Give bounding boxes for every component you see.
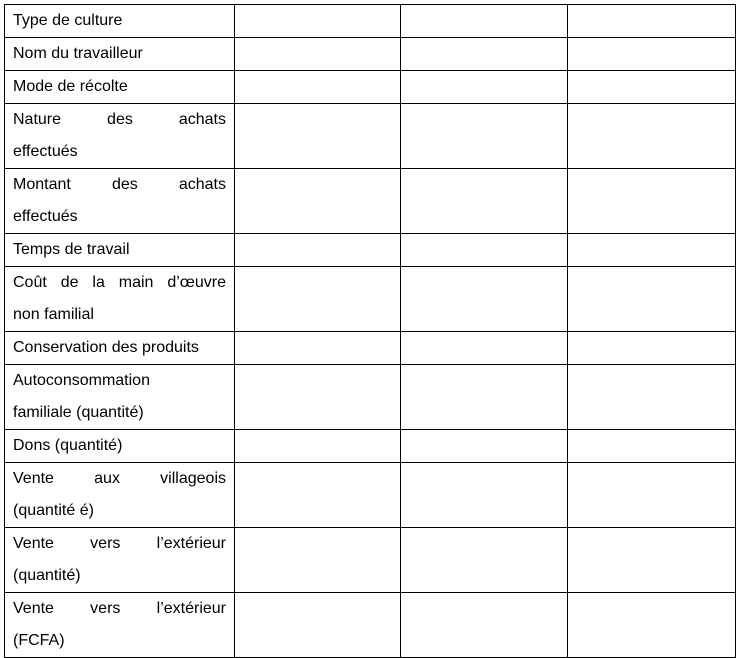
empty-entry-cell[interactable]	[401, 332, 568, 365]
table-row	[5, 5, 736, 38]
row-label-line: Dons (quantité)	[13, 437, 123, 454]
empty-entry-cell[interactable]	[235, 71, 401, 104]
empty-entry-cell[interactable]	[568, 38, 736, 71]
table-row	[5, 365, 736, 430]
row-label-cell	[5, 104, 235, 169]
row-label-line: Vente vers l’extérieur	[13, 600, 226, 617]
empty-entry-cell[interactable]	[568, 463, 736, 528]
empty-entry-cell[interactable]	[401, 593, 568, 658]
table-row	[5, 104, 736, 169]
empty-entry-cell[interactable]	[401, 104, 568, 169]
row-label-line: Temps de travail	[13, 241, 130, 258]
row-label-line: Autoconsommation	[13, 372, 150, 389]
row-label-cell	[5, 234, 235, 267]
table-row	[5, 267, 736, 332]
empty-entry-cell[interactable]	[235, 528, 401, 593]
row-label-line: Vente aux villageois	[13, 470, 226, 487]
row-label-cell	[5, 463, 235, 528]
empty-entry-cell[interactable]	[401, 234, 568, 267]
table-row	[5, 38, 736, 71]
row-label-line: (FCFA)	[13, 632, 65, 649]
row-label-line: Nom du travailleur	[13, 45, 143, 62]
empty-entry-cell[interactable]	[401, 267, 568, 332]
empty-entry-cell[interactable]	[568, 169, 736, 234]
row-label-line: Conservation des produits	[13, 339, 199, 356]
empty-entry-cell[interactable]	[401, 71, 568, 104]
empty-entry-cell[interactable]	[235, 104, 401, 169]
empty-entry-cell[interactable]	[235, 38, 401, 71]
row-label-cell	[5, 5, 235, 38]
row-label-cell	[5, 38, 235, 71]
row-label-cell	[5, 169, 235, 234]
row-label-line: non familial	[13, 306, 94, 323]
empty-entry-cell[interactable]	[568, 234, 736, 267]
empty-entry-cell[interactable]	[568, 365, 736, 430]
empty-entry-cell[interactable]	[401, 430, 568, 463]
row-label-line: effectués	[13, 143, 78, 160]
empty-entry-cell[interactable]	[568, 5, 736, 38]
empty-entry-cell[interactable]	[568, 332, 736, 365]
empty-entry-cell[interactable]	[235, 463, 401, 528]
empty-entry-cell[interactable]	[235, 169, 401, 234]
empty-entry-cell[interactable]	[568, 593, 736, 658]
row-label-line: Type de culture	[13, 12, 123, 29]
row-label-line: Vente vers l’extérieur	[13, 535, 226, 552]
empty-entry-cell[interactable]	[235, 267, 401, 332]
empty-entry-cell[interactable]	[401, 169, 568, 234]
empty-entry-cell[interactable]	[235, 430, 401, 463]
row-label-line: Mode de récolte	[13, 78, 128, 95]
row-label-line: effectués	[13, 208, 78, 225]
empty-entry-cell[interactable]	[568, 528, 736, 593]
table-row	[5, 234, 736, 267]
row-label-cell	[5, 332, 235, 365]
row-label-cell	[5, 365, 235, 430]
table-row	[5, 169, 736, 234]
empty-entry-cell[interactable]	[401, 528, 568, 593]
empty-entry-cell[interactable]	[235, 5, 401, 38]
empty-entry-cell[interactable]	[401, 38, 568, 71]
row-label-cell	[5, 430, 235, 463]
empty-entry-cell[interactable]	[235, 593, 401, 658]
row-label-cell	[5, 267, 235, 332]
row-label-line: familiale (quantité)	[13, 404, 144, 421]
empty-entry-cell[interactable]	[568, 104, 736, 169]
table-row	[5, 430, 736, 463]
row-label-line: Montant des achats	[13, 176, 226, 193]
table-row	[5, 332, 736, 365]
survey-table-body	[5, 5, 736, 658]
empty-entry-cell[interactable]	[235, 234, 401, 267]
empty-entry-cell[interactable]	[568, 430, 736, 463]
survey-table	[4, 4, 736, 658]
row-label-cell	[5, 593, 235, 658]
empty-entry-cell[interactable]	[401, 463, 568, 528]
row-label-line: Coût de la main d’œuvre	[13, 274, 226, 291]
row-label-line: (quantité é)	[13, 502, 94, 519]
empty-entry-cell[interactable]	[568, 267, 736, 332]
table-row	[5, 463, 736, 528]
row-label-cell	[5, 528, 235, 593]
row-label-line: (quantité)	[13, 567, 81, 584]
empty-entry-cell[interactable]	[401, 5, 568, 38]
table-row	[5, 528, 736, 593]
row-label-cell	[5, 71, 235, 104]
table-row	[5, 71, 736, 104]
row-label-line: Nature des achats	[13, 111, 226, 128]
empty-entry-cell[interactable]	[401, 365, 568, 430]
empty-entry-cell[interactable]	[235, 332, 401, 365]
table-row	[5, 593, 736, 658]
empty-entry-cell[interactable]	[235, 365, 401, 430]
empty-entry-cell[interactable]	[568, 71, 736, 104]
